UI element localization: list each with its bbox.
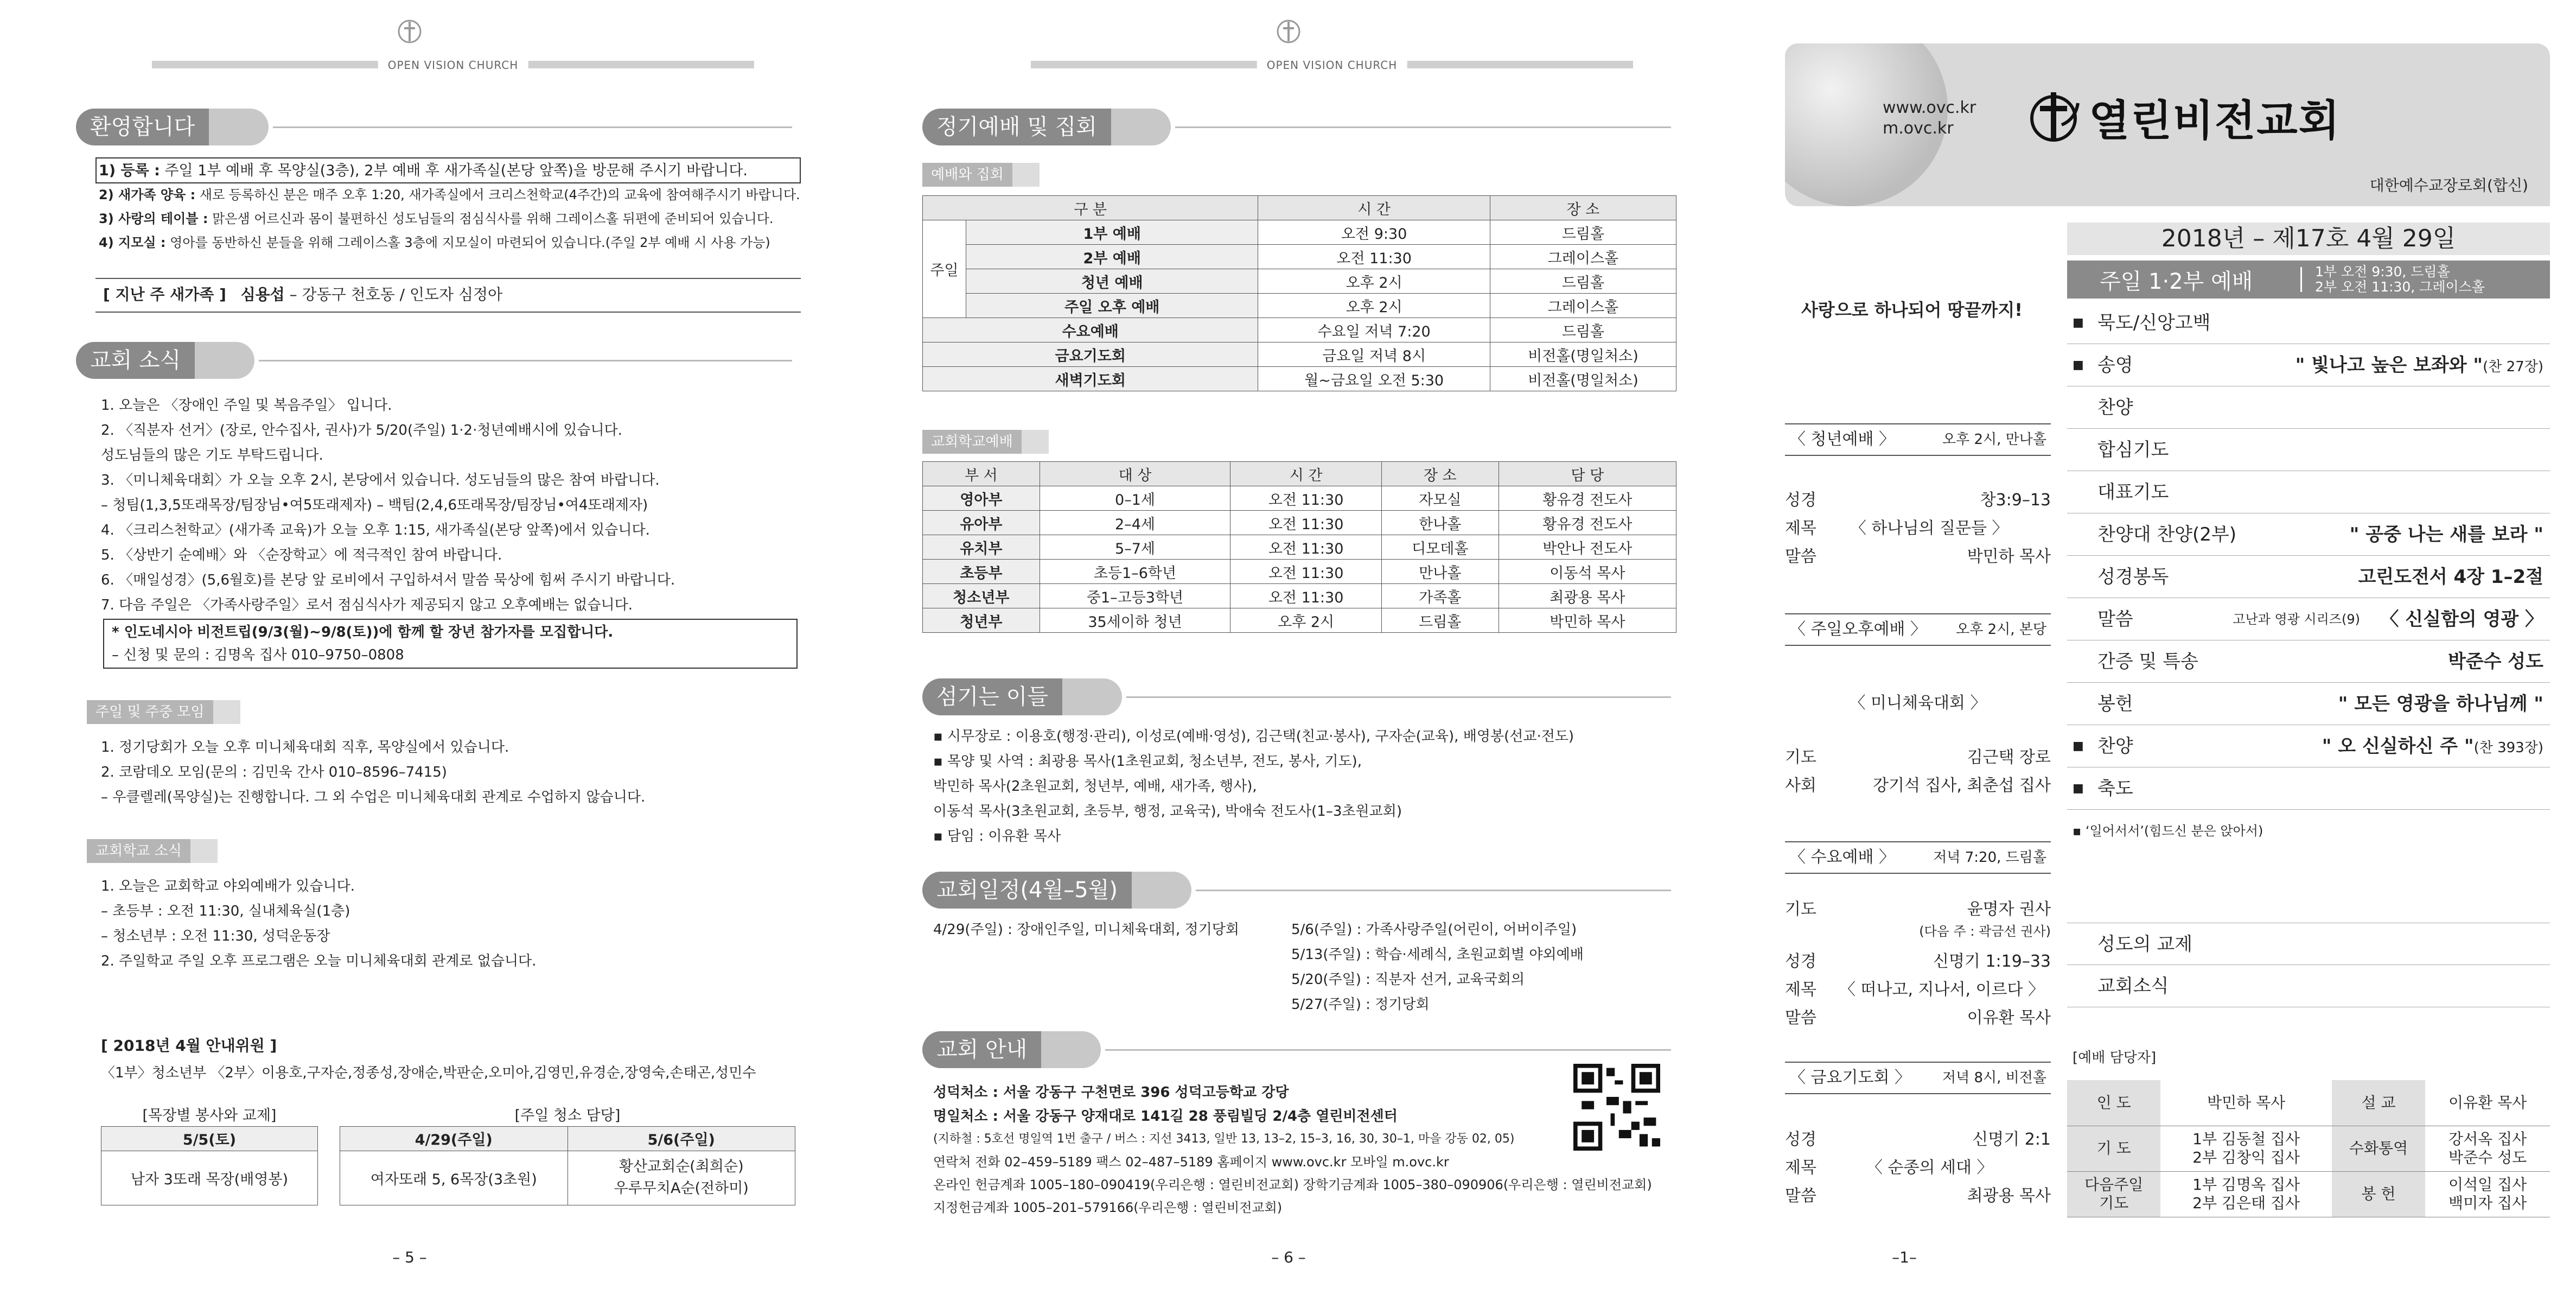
news-line-5: – 청팀(1,3,5또래목장/팀장님•여5또래제자) – 백팀(2,4,6또래목장/팀장님•여4또래제자) bbox=[101, 497, 648, 513]
guide-title: [ 2018년 4월 안내위원 ] bbox=[101, 1037, 277, 1055]
school-line-4: 2. 주일학교 주일 오후 프로그램은 오늘 미니체육대회 관계로 없습니다. bbox=[101, 953, 537, 969]
fellowship-row: 성도의 교제 bbox=[2067, 923, 2550, 965]
welcome-section-title: 환영합니다 bbox=[76, 109, 792, 145]
cover-header bbox=[1785, 43, 2550, 206]
mokjang-table bbox=[101, 1102, 318, 1205]
church-logo-icon bbox=[1272, 16, 1305, 45]
church-logo-icon bbox=[393, 16, 426, 45]
sunday-worship-bar bbox=[2067, 261, 2550, 299]
pm-worship-title: 〈 주일오후예배 〉 오후 2시, 본당 bbox=[1785, 613, 2051, 646]
news-line-4: 3. 〈미니체육대회〉가 오늘 오후 2시, 본당에서 있습니다. 성도님들의 많은 참여 바랍니다. bbox=[101, 472, 660, 488]
page-number-5: – 5 – bbox=[392, 1248, 427, 1266]
news-line-9: 7. 다음 주일은 〈가족사랑주일〉로서 점심식사가 제공되지 않고 오후예배는 없습니다. bbox=[101, 597, 633, 613]
info-line-3: (지하철 : 5호선 명일역 1번 출구 / 버스 : 지선 3413, 일반 13, 13–2, 15–3, 16, 30, 30–1, 마을 강동 02, 05) bbox=[933, 1132, 1515, 1146]
page-6 bbox=[879, 0, 1698, 1295]
info-section-title: 교회 안내 bbox=[922, 1031, 1671, 1068]
url-mobile: m.ovc.kr bbox=[1883, 119, 1954, 138]
order-item-11: ■ 찬양 " 오 신실하신 주 "(찬 393장) bbox=[2067, 725, 2550, 767]
wed-worship-title: 〈 수요예배 〉 저녁 7:20, 드림홀 bbox=[1785, 841, 2051, 874]
url-web: www.ovc.kr bbox=[1883, 98, 1976, 117]
info-line-5: 온라인 헌금계좌 1005–180–090419(우리은행 : 열린비전교회) 장학기금계좌 1005–380–090906(우리은행 : 열린비전교회) bbox=[933, 1177, 1652, 1192]
newfamily-line: [ 지난 주 새가족 ] 심용섭 – 강동구 천호동 / 인도자 심정아 bbox=[103, 285, 503, 303]
order-item-4: 합심기도 bbox=[2067, 429, 2550, 471]
duty-table: 인 도 박민하 목사 설 교 이유환 목사 기 도 1부 김동철 집사 2부 김창익 집사 수화통역 강서옥 집사 박준수 성도 다음주일 기도 1부 김명옥 집사 2부 김은태 집사 봉 헌 이석일 집사 백미자 집사 bbox=[2067, 1080, 2550, 1217]
welcome-item-1: 1) 등록 : 주일 1부 예배 후 목양실(3층), 2부 예배 후 새가족실(본당 앞쪽)을 방문해 주시기 바랍니다. bbox=[99, 162, 748, 179]
issue-line: 2018년 – 제17호 4월 29일 bbox=[2067, 223, 2550, 255]
news-line-1: 1. 오늘은 〈장애인 주일 및 복음주일〉 입니다. bbox=[101, 397, 392, 414]
sunday-line-2: 2. 코람데오 모임(문의 : 김민욱 간사 010–8596–7415) bbox=[101, 764, 447, 780]
church-name-en: OPEN VISION CHURCH bbox=[378, 59, 528, 72]
schedule-right-1: 5/6(주일) : 가족사랑주일(어린이, 어버이주일) bbox=[1291, 922, 1577, 938]
info-line-4: 연락처 전화 02–459–5189 팩스 02–487–5189 홈페이지 www.ovc.kr 모바일 m.ovc.kr bbox=[933, 1154, 1449, 1170]
youth-worship-title: 〈 청년예배 〉 오후 2시, 만나홀 bbox=[1785, 423, 2051, 456]
sunday-service-1: 1부 오전 9:30, 드림홀 bbox=[2315, 264, 2450, 280]
order-item-8: 말씀 고난과 영광 시리즈(9) 〈 신실함의 영광 〉 bbox=[2067, 598, 2550, 640]
order-item-9: 간증 및 특송 박준수 성도 bbox=[2067, 640, 2550, 683]
church-name: 열린비전교회 bbox=[2089, 97, 2341, 145]
serve-line-4: 이동석 목사(3초원교회, 초등부, 행정, 교육국), 박애숙 전도사(1–3초원교회) bbox=[933, 803, 1402, 820]
sunday-line-3: – 우클렐레(목양실)는 진행합니다. 그 외 수업은 미니체육대회 관계로 수업하지 않습니다. bbox=[101, 789, 646, 805]
denomination: 대한예수교장로회(합신) bbox=[2369, 176, 2528, 194]
stand-note: ▪ ‘일어서서’(힘드신 분은 앉아서) bbox=[2073, 823, 2263, 839]
church-name-en: OPEN VISION CHURCH bbox=[1257, 59, 1407, 72]
duty-title: [예배 담당자] bbox=[2073, 1050, 2157, 1066]
page-1: www.ovc.kr m.ovc.kr 열린비전교회 대한예수교장로회(합신) 2018년 – 제17호 4월 29일 사랑으로 하나되어 땅끝까지! 주일 1·2부 예배 1부 오전 9:30, 드림홀 2부 오전 11:30, 그레이스홀 ■ 묵도/신앙고백 ■ 송영 " 빛나고 높은 보좌와 "(찬 27장) 찬양 합심기도 대표기도 찬양대 찬양(2부) " 공중 나는 새를 보라 " 성경봉독 고린도전서 4장 1–2절 말씀 고난과 영광 시리즈(9) 〈 신실함의 영광 〉 간증 및 특송 박준수 성도 봉헌 " 모든 영광을 하나님께 " ■ 찬양 " 오 신실하신 주 "(찬 393장) ■ 축도 ▪ ‘일어서서’(힘드신 분은 앉아서) 성도의 교제 교회소식 〈 청년예배 〉 오후 2시, 만나홀 성경 창3:9–13 제목 〈 하나님의 질문들 〉 말씀 박민하 목사 〈 주일오후예배 〉 오후 2시, 본당 〈 미니체육대회 〉 기도 김근택 장로 사회 강기석 집사, 최춘섭 집사 〈 수요예배 〉 저녁 7:20, 드림홀 기도 윤명자 권사 (다음 주 : 곽금선 권사) 성경 신명기 1:19–33 제목 〈 떠나고, 지나서, 이르다 〉 말씀 이유환 목사 〈 금요기도회 〉 저녁 8시, 비전홀 성경 신명기 2:1 제목 〈 순종의 세대 〉 말씀 최광용 목사 [예배 담당자] 인 도 박민하 목사 설 교 이유환 목사 기 도 1부 김동철 집사 2부 김창익 집사 수화통역 강서옥 집사 박준수 성도 다음주일 기도 1부 김명옥 집사 2부 김은태 집사 봉 헌 이석일 집사 백미자 집사 –1– bbox=[1763, 0, 2550, 1295]
school-worship-subtitle: 교회학교예배 bbox=[922, 430, 1049, 454]
mokjang-value: 남자 3또래 목장(배영봉) bbox=[101, 1151, 318, 1205]
logo-top bbox=[879, 16, 1698, 47]
schedule-right-2: 5/13(주일) : 학습·세례식, 초원교회별 야외예배 bbox=[1291, 947, 1584, 963]
clean-table bbox=[340, 1102, 795, 1205]
serve-line-1: ▪ 시무장로 : 이용호(행정·관리), 이성로(예배·영성), 김근택(친교·봉사), 구자순(교육), 배영봉(선교·전도) bbox=[933, 728, 1574, 745]
welcome-item-2: 2) 새가족 양육 : 새로 등록하신 분은 매주 오후 1:20, 새가족실에서 크리스천학교(4주간)의 교육에 참여해주시기 바랍니다. bbox=[99, 187, 800, 202]
guide-text: 〈1부〉청소년부 〈2부〉이용호,구자순,정종성,장애순,박판순,오미아,김영민,유경순,장영숙,손태곤,성민수 bbox=[101, 1065, 756, 1081]
order-item-10: 봉헌 " 모든 영광을 하나님께 " bbox=[2067, 683, 2550, 725]
worship-group-sunday: 주일 bbox=[923, 220, 966, 318]
page-number-6: – 6 – bbox=[1271, 1248, 1306, 1266]
page-number-1: –1– bbox=[1892, 1248, 1917, 1266]
info-line-1: 성덕처소 : 서울 강동구 구천면로 396 성덕고등학교 강당 bbox=[933, 1084, 1289, 1101]
schedule-left: 4/29(주일) : 장애인주일, 미니체육대회, 정기당회 bbox=[933, 922, 1239, 938]
school-line-3: – 청소년부 : 오전 11:30, 성덕운동장 bbox=[101, 928, 330, 944]
sunday-line-1: 1. 정기당회가 오늘 오후 미니체육대회 직후, 목양실에서 있습니다. bbox=[101, 739, 509, 756]
sunday-service-2: 2부 오전 11:30, 그레이스홀 bbox=[2315, 279, 2485, 295]
schedule-right-4: 5/27(주일) : 정기당회 bbox=[1291, 996, 1430, 1013]
clean-value-2b: 우루무치A순(전하미) bbox=[614, 1180, 749, 1197]
website-urls bbox=[1883, 98, 1976, 139]
news-section-title: 교회 소식 bbox=[76, 342, 792, 379]
worship-table: 구 분 시 간 장 소 주일 1부 예배 오전 9:30 드림홀 2부 예배 오전 11:30 그레이스홀 청년 예배 오후 2시 드림홀 주일 오후 예배 오후 2시 그레이스홀 수요예배 수요일 저녁 7:20 드림홀 금요기도회 금요일 저녁 8시 비전홀(명일처소) 새벽기도회 월~금요일 오전 5:30 비전홀(명일처소) bbox=[922, 195, 1676, 391]
worship-subtitle: 예배와 집회 bbox=[922, 163, 1040, 187]
schedule-right-3: 5/20(주일) : 직분자 선거, 교육국회의 bbox=[1291, 972, 1525, 988]
clean-title: [주일 청소 담당] bbox=[340, 1102, 795, 1126]
fri-prayer-title: 〈 금요기도회 〉 저녁 8시, 비전홀 bbox=[1785, 1062, 2051, 1094]
welcome-item-3: 3) 사랑의 테이블 : 맑은샘 어르신과 몸이 불편하신 성도님들의 점심식사를 위해 그레이스홀 뒤편에 준비되어 있습니다. bbox=[99, 211, 774, 226]
mokjang-date: 5/5(토) bbox=[101, 1126, 318, 1151]
sunday-subtitle: 주일 및 주중 모임 bbox=[87, 700, 240, 724]
schedule-section-title: 교회일정(4월–5월) bbox=[922, 872, 1671, 909]
news-line-7: 5. 〈상반기 순예배〉와 〈순장학교〉에 적극적인 참여 바랍니다. bbox=[101, 547, 502, 563]
order-item-7: 성경봉독 고린도전서 4장 1–2절 bbox=[2067, 556, 2550, 598]
serve-section-title: 섬기는 이들 bbox=[922, 678, 1671, 715]
order-item-1: ■ 묵도/신앙고백 bbox=[2067, 302, 2550, 344]
indonesia-line-2: – 신청 및 문의 : 김명옥 집사 010–9750–0808 bbox=[112, 647, 404, 663]
clean-value-1: 여자또래 5, 6목장(3초원) bbox=[340, 1151, 568, 1205]
logo-top bbox=[0, 16, 819, 47]
school-subtitle: 교회학교 소식 bbox=[87, 839, 218, 863]
welcome-item-4: 4) 지모실 : 영아를 동반하신 분들을 위해 그레이스홀 3층에 지모실이 마련되어 있습니다.(주일 2부 예배 시 사용 가능) bbox=[99, 235, 770, 250]
clean-value-2a: 황산교회순(최희순) bbox=[619, 1158, 744, 1175]
pm-event: 〈 미니체육대회 〉 bbox=[1849, 694, 1987, 713]
info-line-2: 명일처소 : 서울 강동구 양재대로 141길 28 풍림빌딩 2/4층 열린비전센터 bbox=[933, 1108, 1398, 1125]
serve-line-3: 박민하 목사(2초원교회, 청년부, 예배, 새가족, 행사), bbox=[933, 778, 1257, 795]
news-line-6: 4. 〈크리스천학교〉(새가족 교육)가 오늘 오후 1:15, 새가족실(본당 앞쪽)에서 있습니다. bbox=[101, 522, 650, 538]
news-line-3: 성도님들의 많은 기도 부탁드립니다. bbox=[101, 447, 323, 464]
worship-section-title: 정기예배 및 집회 bbox=[922, 109, 1671, 145]
qr-code-icon[interactable] bbox=[1573, 1064, 1660, 1151]
school-worship-table: 부 서 대 상 시 간 장 소 담 당 영아부 0–1세 오전 11:30 자모실 황유경 전도사 유아부 2–4세 오전 11:30 한나홀 황유경 전도사 유치부 5–7세 오전 11:30 디모데홀 박안나 전도사 초등부 초등1–6학년 오전 11:30 만나홀 이동석 목사 청소년부 중1–고등3학년 오전 11:30 가족홀 최광용 목사 청년부 35세이하 청년 오후 2시 드림홀 박민하 목사 bbox=[922, 461, 1676, 633]
clean-date-1: 4/29(주일) bbox=[340, 1126, 568, 1151]
order-item-12: ■ 축도 bbox=[2067, 767, 2550, 810]
info-line-6: 지정헌금계좌 1005–201–579166(우리은행 : 열린비전교회) bbox=[933, 1200, 1283, 1215]
school-line-1: 1. 오늘은 교회학교 야외예배가 있습니다. bbox=[101, 878, 355, 894]
page-5 bbox=[0, 0, 819, 1295]
sunday-worship-label: 주일 1·2부 예배 bbox=[2100, 269, 2253, 294]
order-item-5: 대표기도 bbox=[2067, 471, 2550, 513]
mokjang-title: [목장별 봉사와 교제] bbox=[101, 1102, 318, 1126]
school-line-2: – 초등부 : 오전 11:30, 실내체육실(1층) bbox=[101, 903, 350, 919]
news-line-8: 6. 〈매일성경〉(5,6월호)를 본당 앞 로비에서 구입하셔서 말씀 묵상에 힘써 주시기 바랍니다. bbox=[101, 572, 675, 588]
order-item-6: 찬양대 찬양(2부) " 공중 나는 새를 보라 " bbox=[2067, 513, 2550, 556]
church-logo-icon bbox=[2024, 87, 2083, 147]
slogan: 사랑으로 하나되어 땅끝까지! bbox=[1801, 300, 2023, 320]
church-news-row: 교회소식 bbox=[2067, 965, 2550, 1007]
indonesia-line-1: * 인도네시아 비전트립(9/3(월)~9/8(토))에 함께 할 장년 참가자를 모집합니다. bbox=[112, 624, 614, 640]
order-item-2: ■ 송영 " 빛나고 높은 보좌와 "(찬 27장) bbox=[2067, 344, 2550, 386]
order-item-3: 찬양 bbox=[2067, 386, 2550, 429]
serve-line-2: ▪ 목양 및 사역 : 최광용 목사(1초원교회, 청소년부, 전도, 봉사, 기도), bbox=[933, 753, 1362, 770]
news-line-2: 2. 〈직분자 선거〉(장로, 안수집사, 권사)가 5/20(주일) 1·2·청년예배시에 있습니다. bbox=[101, 422, 623, 439]
clean-date-2: 5/6(주일) bbox=[568, 1126, 795, 1151]
serve-line-5: ▪ 담임 : 이유환 목사 bbox=[933, 828, 1061, 845]
